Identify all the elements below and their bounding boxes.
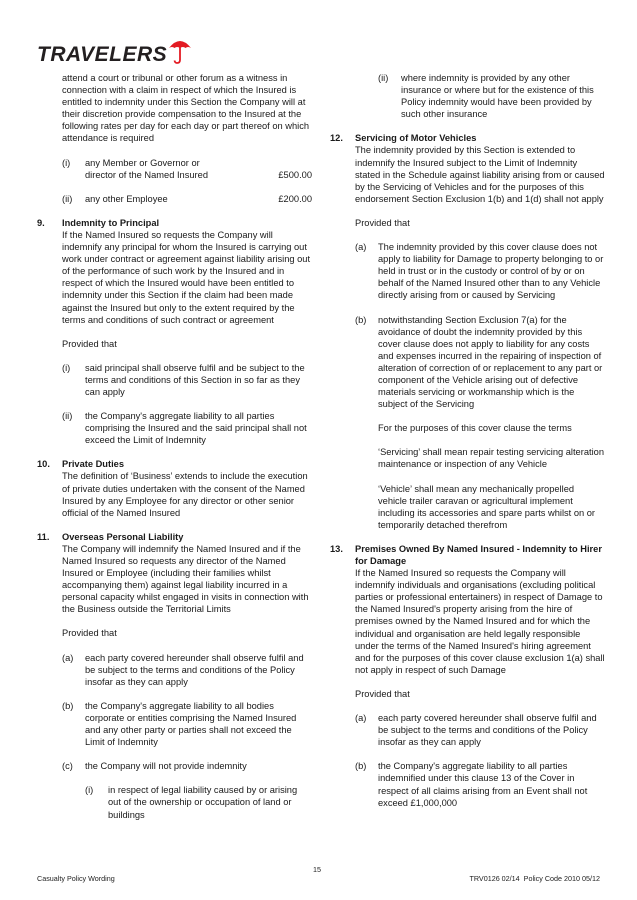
left-column [37,72,312,821]
sub-list-item: (ii) where indemnity is provided by any other insurance or where but for the existence of this Policy indemnity would have been provided by such other insurance [378,73,594,120]
list-item: (a) each party covered hereunder shall observe fulfil and be subject to the terms and conditions of the Policy insofar as they can apply [355,713,597,748]
right-column [330,72,605,809]
definition-vehicle: ‘Vehicle’ shall mean any mechanically propelled vehicle trailer caravan or agricultural implement including its accessories and spare parts whilst on or temporarily detached therefrom [378,483,596,530]
rate-amount: £500.00 [278,169,312,180]
section-10-body: The definition of ‘Business’ extends to include the execution of private duties undertaken with the consent of the Named Insured by any Employee for any director or other senior official of the Named Insured [62,471,308,518]
section-11-heading: 11. Overseas Personal Liability [37,531,184,542]
sub-list-item: (i) in respect of legal liability caused by or arising out of the ownership or occupation of land or buildings [85,785,298,820]
logo-wordmark: TRAVELERS [37,43,168,66]
rate-item: (i) any Member or Governor or director of the Named Insured £500.00 [62,157,312,180]
section-12-body: The indemnity provided by this Section is extended to indemnify the Insured subject to the Limit of Indemnity stated in the Schedule against liability arising from or caused by the Servicing of Vehicles and for the purposes of this endorsement Section Exclusion 1(b) and 1(d) shall not apply [355,145,605,204]
list-item: (a) each party covered hereunder shall observe fulfil and be subject to the terms and conditions of the Policy insofar as they can apply [62,652,304,687]
provided-that: Provided that [62,338,117,349]
section-10-heading: 10. Private Duties [37,459,125,470]
definition-servicing: ‘Servicing’ shall mean repair testing servicing alteration maintenance or inspection of any Vehicle [378,447,604,470]
footer-document-title: Casualty Policy Wording [37,874,115,883]
page-number: 15 [313,865,321,874]
list-item: (ii) the Company's aggregate liability to all parties comprising the Insured and the said principal shall not exceed the Limit of Indemnity [62,411,307,446]
rate-amount: £200.00 [278,193,312,204]
section-11-body: The Company will indemnify the Named Insured and if the Named Insured so requests any director of the Named Insured or Employee (including their families whilst accompanying them) against legal liability incurred in a personal capacity whilst engaged in visits in connection with the Business outside the Territorial Limits [62,543,309,615]
footer-policy-code: TRV0126 02/14 Policy Code 2010 05/12 [469,874,600,883]
section-9-body: If the Named Insured so requests the Company will indemnify any principal for whom the Insured is carrying out work under contract or agreement against liability arising out of the performance of such work by the Insured and in respect of which the Insured would have been entitled to indemnity under this Section if the claim had been made against the Insured but only to the extent required by the terms and conditions of such contract or agreement [62,229,311,325]
list-item: (a) The indemnity provided by this cover clause does not apply to liability for Damage to property belonging to or held in trust or in the custody or control of by or on behalf of the Named Insured other than to any Vehicle directly arising from or caused by Servicing [355,242,604,301]
provided-that: Provided that [355,688,410,699]
travelers-logo [37,38,192,65]
section-12-heading: 12. Servicing of Motor Vehicles [330,133,477,144]
umbrella-icon [168,38,192,64]
terms-intro: For the purposes of this cover clause the terms [378,423,572,434]
intro-paragraph: attend a court or tribunal or other forum as a witness in connection with a claim in respect of which the Insured is entitled to indemnity under this Section the Company will at their discretion provide compensation to the Insured at the following rates per day for each day or part thereof on which attendance is required [62,73,310,144]
list-item: (b) the Company's aggregate liability to all bodies corporate or entities comprising the Named Insured and any other party or parties shall not exceed the Limit of Indemnity [62,700,297,748]
section-9-heading: 9. Indemnity to Principal [37,217,160,228]
list-item: (c) the Company will not provide indemnity [62,761,247,772]
list-item: (i) said principal shall observe fulfil and be subject to the terms and conditions of this Section in so far as they can apply [62,362,305,397]
provided-that: Provided that [355,217,410,228]
section-13-body: If the Named Insured so requests the Company will indemnify individuals and organisations (excluding political parties or professional entertainers) in respect of Damage to the Named Insured's property arising from the hire of premises owned by the Named Insured and for which the individual and organisation are held legally responsible under the terms of the Named Insured's hiring agreement and for the purposes of this cover clause exclusion 1(a) shall not apply in respect of such Damage [355,568,605,675]
list-item: (b) notwithstanding Section Exclusion 7(a) for the avoidance of doubt the indemnity provided by this cover clause does not apply to liability for any costs and expenses incurred in the repairing of inspection of alteration of correction of or replacement to any part or component of the Vehicle arising out of defective materials servicing or workmanship which is the subject of the Servicing [355,314,603,410]
rate-item: (ii) any other Employee £200.00 [62,193,312,204]
section-13-heading: 13. Premises Owned By Named Insured - Indemnity to Hirer for Damage [330,543,602,566]
provided-that: Provided that [62,628,117,639]
list-item: (b) the Company's aggregate liability to all parties indemnified under this clause 13 of the Cover in respect of all claims arising from an Event shall not exceed £1,000,000 [355,761,588,808]
